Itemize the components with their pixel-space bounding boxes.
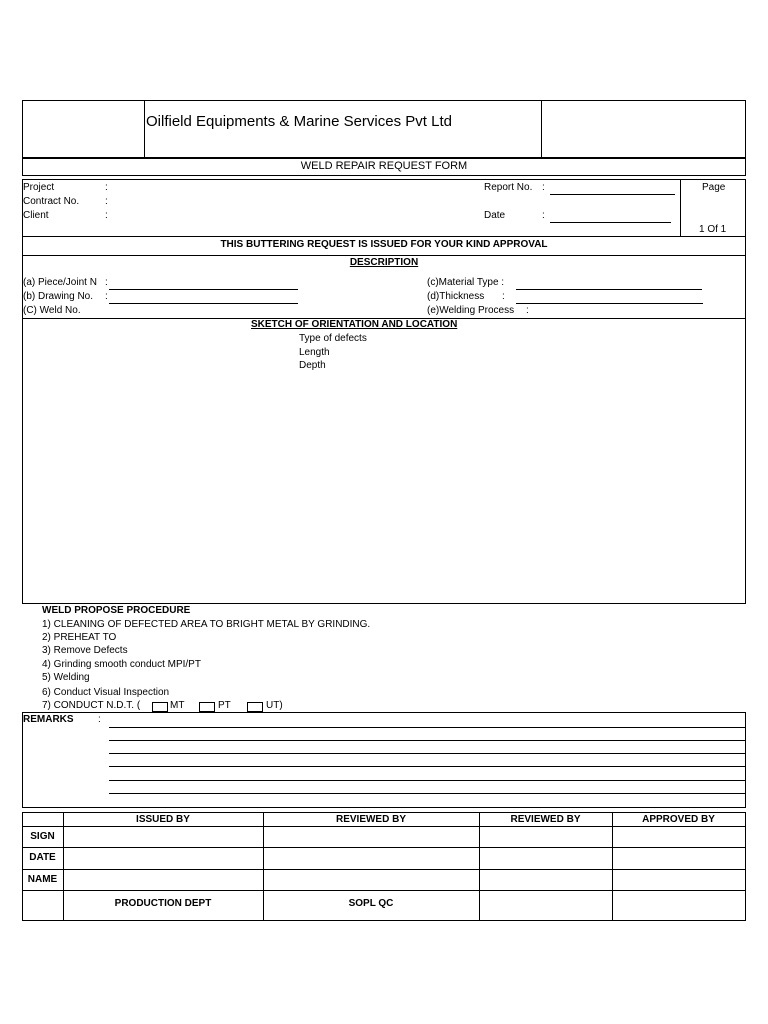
ndt-pt-checkbox[interactable] (199, 702, 215, 712)
ndt-pt-label: PT (218, 700, 231, 711)
ndt-mt-label: MT (170, 700, 185, 711)
contract-colon: : (105, 196, 108, 207)
ndt-ut-checkbox[interactable] (247, 702, 263, 712)
form-title: WELD REPAIR REQUEST FORM (300, 160, 468, 172)
piece-joint-label: (a) Piece/Joint N (23, 277, 97, 288)
report-no-colon: : (542, 182, 545, 193)
col-issued-by: ISSUED BY (136, 814, 190, 825)
material-type-field[interactable] (516, 289, 702, 290)
approval-notice: THIS BUTTERING REQUEST IS ISSUED FOR YOUR KIND APPROVAL (220, 239, 548, 250)
piece-joint-field[interactable] (109, 289, 298, 290)
thickness-label: (d)Thickness (427, 291, 485, 302)
page-value: 1 Of 1 (699, 224, 727, 235)
procedure-step: 5) Welding (42, 672, 90, 683)
ndt-mt-checkbox[interactable] (152, 702, 168, 712)
defect-depth-label: Depth (299, 360, 326, 371)
row-date: DATE (29, 852, 56, 863)
date-colon: : (542, 210, 545, 221)
remarks-line[interactable] (109, 727, 745, 728)
contract-label: Contract No. (23, 196, 80, 207)
thickness-field[interactable] (516, 303, 703, 304)
remarks-line[interactable] (109, 780, 745, 781)
remarks-line[interactable] (109, 793, 745, 794)
material-type-label: (c)Material Type : (427, 277, 505, 288)
weld-no-label: (C) Weld No. (23, 305, 81, 316)
drawing-no-label: (b) Drawing No. (23, 291, 94, 302)
drawing-no-colon: : (105, 291, 108, 302)
project-colon: : (105, 182, 108, 193)
remarks-label: REMARKS (23, 714, 74, 725)
welding-process-colon: : (526, 305, 529, 316)
defect-length-label: Length (299, 347, 330, 358)
row-sign: SIGN (30, 831, 55, 842)
defect-type-label: Type of defects (299, 333, 367, 344)
remarks-line[interactable] (109, 766, 745, 767)
col-reviewed-by: REVIEWED BY (335, 814, 406, 825)
drawing-no-field[interactable] (109, 303, 298, 304)
procedure-step: 6) Conduct Visual Inspection (42, 687, 170, 698)
procedure-step: 2) PREHEAT TO (42, 632, 117, 643)
procedure-step: 1) CLEANING OF DEFECTED AREA TO BRIGHT METAL BY GRINDING. (42, 619, 371, 630)
report-no-label: Report No. (484, 182, 533, 193)
report-no-field[interactable] (550, 194, 675, 195)
piece-joint-colon: : (105, 277, 108, 288)
remarks-line[interactable] (109, 740, 745, 741)
remarks-line[interactable] (109, 753, 745, 754)
page-label: Page (702, 182, 726, 193)
client-label: Client (23, 210, 49, 221)
description-heading: DESCRIPTION (349, 257, 419, 268)
procedure-heading: WELD PROPOSE PROCEDURE (42, 605, 191, 616)
col-approved-by: APPROVED BY (642, 814, 715, 825)
sketch-heading: SKETCH OF ORIENTATION AND LOCATION (251, 319, 458, 330)
welding-process-label: (e)Welding Process (427, 305, 515, 316)
client-colon: : (105, 210, 108, 221)
thickness-colon: : (502, 291, 505, 302)
date-field[interactable] (550, 222, 671, 223)
company-name: Oilfield Equipments & Marine Services Pvt Ltd (146, 113, 452, 130)
ndt-ut-label: UT) (266, 700, 283, 711)
sopl-qc-label: SOPL QC (348, 898, 394, 909)
col-reviewed-by-2: REVIEWED BY (510, 814, 581, 825)
procedure-step: 7) CONDUCT N.D.T. ( (42, 700, 141, 711)
procedure-step: 3) Remove Defects (42, 645, 128, 656)
project-label: Project (23, 182, 55, 193)
remarks-colon: : (98, 714, 101, 725)
row-name: NAME (27, 874, 58, 885)
procedure-step: 4) Grinding smooth conduct MPI/PT (42, 659, 201, 670)
date-label: Date (484, 210, 506, 221)
production-dept-label: PRODUCTION DEPT (114, 898, 212, 909)
